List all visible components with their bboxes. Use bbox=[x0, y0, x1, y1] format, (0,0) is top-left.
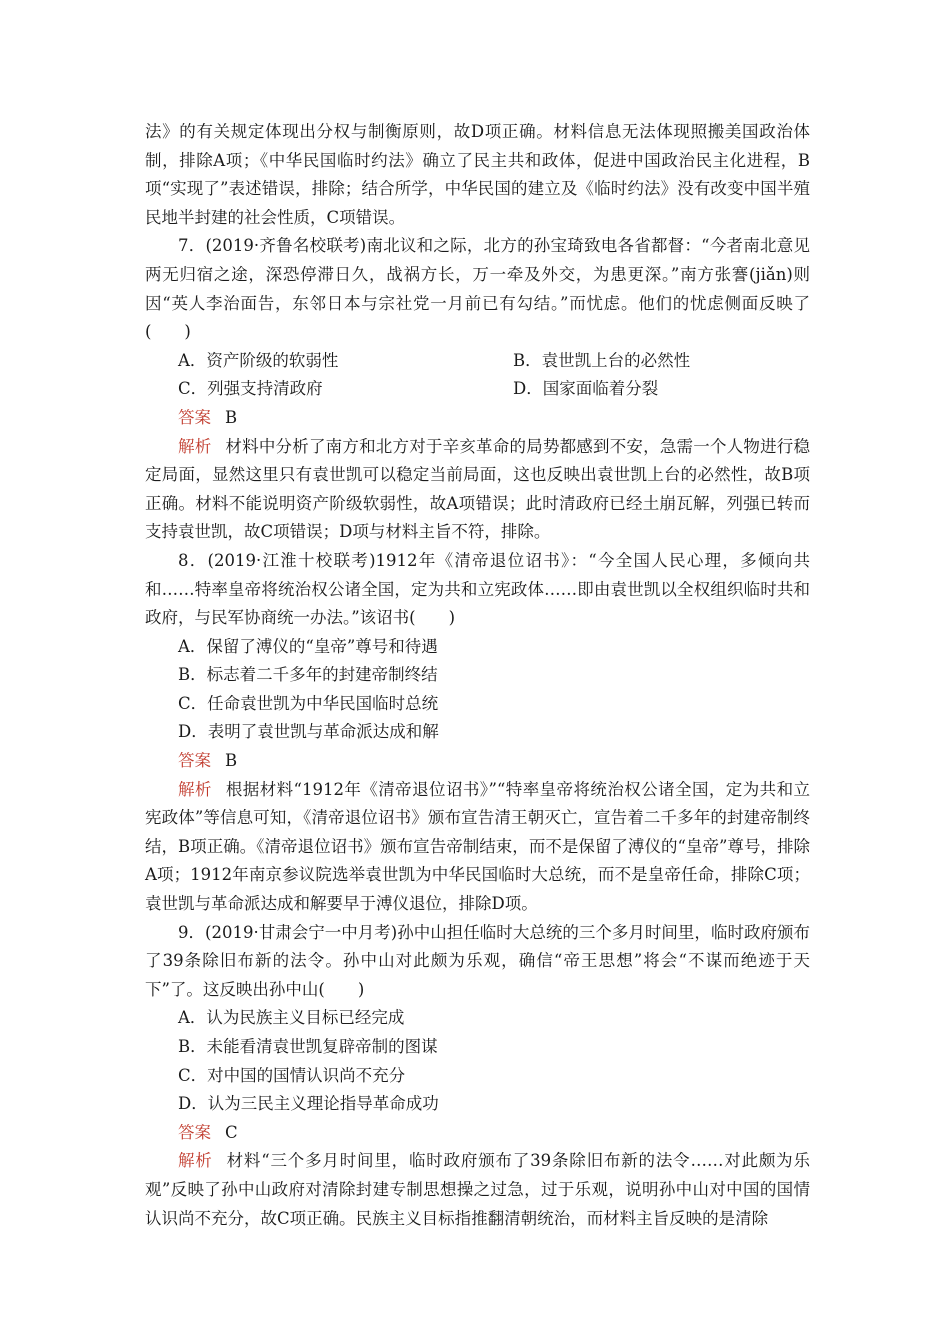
analysis-text: 材料“三个多月时间里，临时政府颁布了39条除旧布新的法令……对此颇为乐观”反映了孙中山政府对清除封建专制思想操之过急，过于乐观，说明孙中山对中国的国情认识尚不充分，故C项正确。民族主义目标指推翻清朝统治，而材料主旨反映的是清除 bbox=[145, 1151, 810, 1228]
option-b: B．未能看清袁世凯复辟帝制的图谋 bbox=[178, 1037, 438, 1056]
option-c: C．列强支持清政府 bbox=[178, 379, 323, 399]
option-b: B．袁世凯上台的必然性 bbox=[513, 350, 691, 370]
question-stem: 8．(2019·江淮十校联考)1912年《清帝退位诏书》：“今全国人民心理，多倾向共和……特率皇帝将统治权公诸全国，定为共和立宪政体……即由袁世凯以全权组织临时共和政府，与民军协商统一办法。”该诏书( ) bbox=[145, 550, 810, 628]
analysis-paragraph bbox=[145, 1147, 810, 1233]
option-d: D．表明了袁世凯与革命派达成和解 bbox=[178, 722, 439, 742]
question-stem: 9．(2019·甘肃会宁一中月考)孙中山担任临时大总统的三个多月时间里，临时政府颁布了39条除旧布新的法令。孙中山对此颇为乐观，确信“帝王思想”将会“不谋而绝迹于天下”了。这反映出孙中山( ) bbox=[145, 922, 810, 999]
option-a: A．保留了溥仪的“皇帝”尊号和待遇 bbox=[178, 636, 438, 656]
analysis-label: 解析 bbox=[178, 1151, 213, 1171]
analysis-paragraph bbox=[145, 776, 810, 919]
answer-value: B bbox=[225, 407, 238, 427]
analysis-text: 材料中分析了南方和北方对于辛亥革命的局势都感到不安，急需一个人物进行稳定局面，显然这里只有袁世凯可以稳定当前局面，这也反映出袁世凯上台的必然性，故B项正确。材料不能说明资产阶级软弱性，故A项错误；此时清政府已经土崩瓦解，列强已转而支持袁世凯，故C项错误；D项与材料主旨不符，排除。 bbox=[145, 436, 811, 542]
intro-paragraph: 法》的有关规定体现出分权与制衡原则，故D项正确。材料信息无法体现照搬美国政治体制，排除A项；《中华民国临时约法》确立了民主共和政体，促进中国政治民主化进程，B项“实现了”表述错误，排除；结合所学，中华民国的建立及《临时约法》没有改变中国半殖民地半封建的社会性质，C项错误。 bbox=[145, 122, 810, 227]
answer-label: 答案 bbox=[178, 751, 211, 771]
answer-line bbox=[145, 1119, 810, 1148]
answer-value: B bbox=[225, 751, 238, 771]
analysis-paragraph bbox=[145, 433, 810, 547]
answer-line bbox=[145, 404, 810, 433]
option-c: C．任命袁世凯为中华民国临时总统 bbox=[178, 693, 439, 713]
answer-label: 答案 bbox=[178, 407, 211, 427]
answer-value: C bbox=[225, 1122, 238, 1142]
answer-line bbox=[145, 747, 810, 776]
question-stem: 7．(2019·齐鲁名校联考)南北议和之际，北方的孙宝琦致电各省都督：“今者南北意见两无归宿之途，深恐停滞日久，战祸方长，万一牵及外交，为患更深。”南方张謇(jiǎn)则因“英人李治面告，东邻日本与宗社党一月前已有勾结。”而忧虑。他们的忧虑侧面反映了( ) bbox=[145, 236, 810, 342]
option-c: C．对中国的国情认识尚不充分 bbox=[178, 1065, 406, 1085]
option-a: A．认为民族主义目标已经完成 bbox=[178, 1008, 405, 1028]
answer-label: 答案 bbox=[178, 1122, 211, 1142]
option-row bbox=[145, 375, 810, 404]
question-8 bbox=[145, 547, 810, 919]
option-d: D．认为三民主义理论指导革命成功 bbox=[178, 1094, 439, 1114]
option-b: B．标志着二千多年的封建帝制终结 bbox=[178, 665, 438, 685]
option-a: A．资产阶级的软弱性 bbox=[178, 350, 339, 370]
analysis-label: 解析 bbox=[178, 436, 212, 456]
option-d: D．国家面临着分裂 bbox=[513, 379, 659, 399]
document-page bbox=[145, 118, 810, 1233]
option-row bbox=[145, 347, 810, 376]
analysis-label: 解析 bbox=[178, 779, 212, 799]
question-9 bbox=[145, 919, 810, 1234]
question-7 bbox=[145, 232, 810, 547]
analysis-text: 根据材料“1912年《清帝退位诏书》”“特率皇帝将统治权公诸全国，定为共和立宪政体”等信息可知，《清帝退位诏书》颁布宣告清王朝灭亡，宣告着二千多年的封建帝制终结，B项正确。《清帝退位诏书》颁布宣告帝制结束，而不是保留了溥仪的“皇帝”尊号，排除A项；1912年南京参议院选举袁世凯为中华民国临时大总统，而不是皇帝任命，排除C项；袁世凯与革命派达成和解要早于溥仪退位，排除D项。 bbox=[145, 779, 810, 914]
